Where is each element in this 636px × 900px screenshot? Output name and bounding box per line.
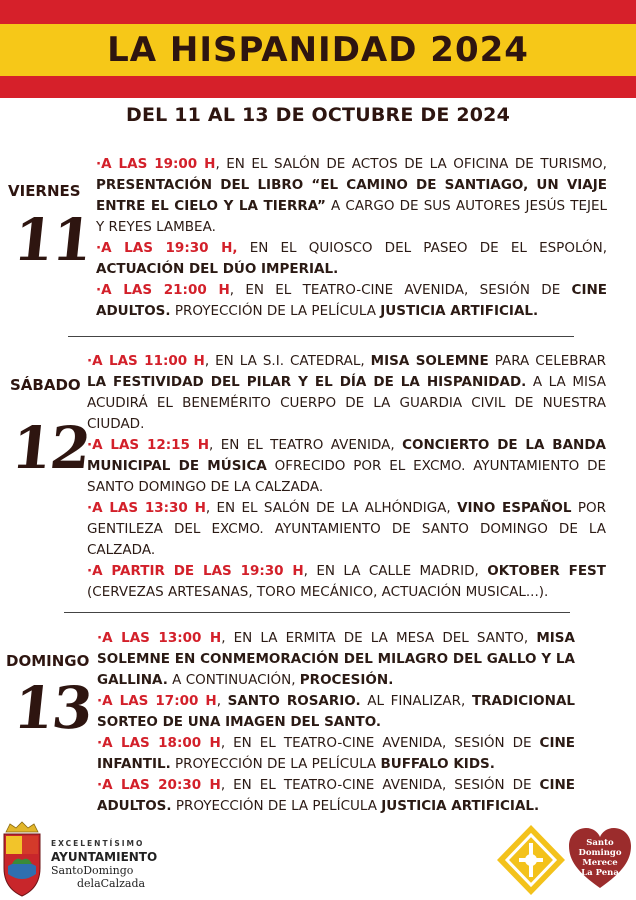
events-viernes (96, 154, 607, 322)
event-text: , EN EL TEATRO-CINE AVENIDA, SESIÓN DE (229, 282, 572, 298)
event-text: POR GENTILEZA DEL EXCMO. AYUNTAMIENTO DE SANTO DOMINGO DE LA CALZADA. (87, 500, 606, 558)
event-text: , EN LA CALLE MADRID, (303, 563, 488, 579)
event-text: PROYECCIÓN DE LA PELÍCULA (171, 798, 382, 814)
event-time: ·A LAS 20:30 H (97, 777, 221, 793)
event-text: A CARGO DE SUS AUTORES JESÚS TEJEL Y REYES LAMBEA. (96, 198, 608, 235)
event-highlight: JUSTICIA ARTIFICIAL. (381, 798, 540, 814)
heart-logo-text: Santo Domingo Merece La Pena (578, 838, 622, 878)
event-highlight: VINO ESPAÑOL (457, 500, 572, 516)
page-title: LA HISPANIDAD 2024 (107, 30, 529, 70)
day-name-domingo: DOMINGO (6, 652, 90, 670)
event-item (87, 561, 606, 603)
event-highlight: PRESENTACIÓN DEL LIBRO “EL CAMINO DE SANTIAGO, UN VIAJE ENTRE EL CIELO Y LA TIERRA” (96, 177, 607, 214)
event-time: ·A LAS 18:00 H (97, 735, 221, 751)
event-highlight: CINE ADULTOS. (97, 777, 575, 814)
event-highlight: PROCESIÓN. (299, 672, 394, 688)
event-highlight: CONCIERTO DE LA BANDA MUNICIPAL DE MÚSICA (87, 437, 606, 474)
emblem-diamond-icon (495, 823, 567, 897)
event-text: AL FINALIZAR, (360, 693, 472, 709)
date-range-subtitle: DEL 11 AL 13 DE OCTUBRE DE 2024 (125, 104, 510, 126)
events-sabado (87, 351, 606, 603)
event-highlight: MISA SOLEMNE (370, 353, 489, 369)
day-number-13: 13 (10, 674, 95, 742)
event-highlight: ACTUACIÓN DEL DÚO IMPERIAL. (96, 261, 339, 277)
event-text: , EN EL SALÓN DE ACTOS DE LA OFICINA DE TURISMO, (215, 156, 607, 172)
event-time: ·A LAS 11:00 H (87, 353, 205, 369)
event-time: ·A LAS 13:30 H (87, 500, 206, 516)
event-highlight: LA FESTIVIDAD DEL PILAR Y EL DÍA DE LA HISPANIDAD. (87, 374, 527, 390)
event-item (97, 691, 575, 733)
event-item (87, 435, 606, 498)
event-time: ·A LAS 17:00 H (97, 693, 217, 709)
event-text: (CERVEZAS ARTESANAS, TORO MECÁNICO, ACTUACIÓN MUSICAL...). (87, 584, 549, 600)
ayuntamiento-logo-text: EXCELENTÍSIMO AYUNTAMIENTO SantoDomingo delaCalzada (51, 839, 158, 890)
event-text: , (216, 693, 228, 709)
event-highlight: SANTO ROSARIO. (227, 693, 361, 709)
event-text: , EN EL SALÓN DE LA ALHÓNDIGA, (205, 500, 458, 516)
event-highlight: CINE ADULTOS. (96, 282, 607, 319)
day-number-11: 11 (10, 206, 95, 274)
day-name-sabado: SÁBADO (10, 376, 81, 394)
day-number-12: 12 (8, 414, 93, 482)
flag-band-top (0, 0, 636, 24)
event-text: EN EL QUIOSCO DEL PASEO DE EL ESPOLÓN, (237, 240, 607, 256)
event-text: , EN LA ERMITA DE LA MESA DEL SANTO, (221, 630, 537, 646)
day-name-viernes: VIERNES (8, 182, 81, 200)
event-time: ·A LAS 21:00 H (96, 282, 230, 298)
event-text: A CONTINUACIÓN, (167, 672, 300, 688)
event-item (97, 733, 575, 775)
event-highlight: OKTOBER FEST (487, 563, 606, 579)
event-highlight: JUSTICIA ARTIFICIAL. (380, 303, 539, 319)
event-item (87, 351, 606, 435)
event-text: OFRECIDO POR EL EXCMO. AYUNTAMIENTO DE SANTO DOMINGO DE LA CALZADA. (87, 458, 606, 495)
event-highlight: CINE INFANTIL. (97, 735, 575, 772)
event-text: , EN EL TEATRO AVENIDA, (209, 437, 403, 453)
event-time: ·A PARTIR DE LAS 19:30 H (87, 563, 304, 579)
separator-line (64, 612, 570, 613)
event-time: ·A LAS 12:15 H (87, 437, 210, 453)
event-item (97, 775, 575, 817)
events-domingo (97, 628, 575, 817)
event-highlight: BUFFALO KIDS. (380, 756, 495, 772)
event-text: , EN LA S.I. CATEDRAL, (204, 353, 371, 369)
event-text: PARA CELEBRAR (488, 353, 606, 369)
event-time: ·A LAS 19:00 H (96, 156, 216, 172)
event-item (87, 498, 606, 561)
event-time: ·A LAS 13:00 H (97, 630, 222, 646)
event-highlight: MISA SOLEMNE EN CONMEMORACIÓN DEL MILAGRO DEL GALLO Y LA GALLINA. (97, 630, 575, 688)
event-item (96, 280, 607, 322)
event-item (96, 154, 607, 238)
event-item (96, 238, 607, 280)
event-time: ·A LAS 19:30 H, (96, 240, 238, 256)
event-text: PROYECCIÓN DE LA PELÍCULA (170, 303, 381, 319)
separator-line (68, 336, 574, 337)
event-text: , EN EL TEATRO-CINE AVENIDA, SESIÓN DE (220, 735, 540, 751)
event-text: , EN EL TEATRO-CINE AVENIDA, SESIÓN DE (220, 777, 540, 793)
event-highlight: TRADICIONAL SORTEO DE UNA IMAGEN DEL SANTO. (97, 693, 575, 730)
event-text: A LA MISA ACUDIRÁ EL BENEMÉRITO CUERPO DE LA GUARDIA CIVIL DE NUESTRA CIUDAD. (87, 374, 607, 432)
flag-band-bottom (0, 76, 636, 98)
event-item (97, 628, 575, 691)
event-text: PROYECCIÓN DE LA PELÍCULA (170, 756, 381, 772)
